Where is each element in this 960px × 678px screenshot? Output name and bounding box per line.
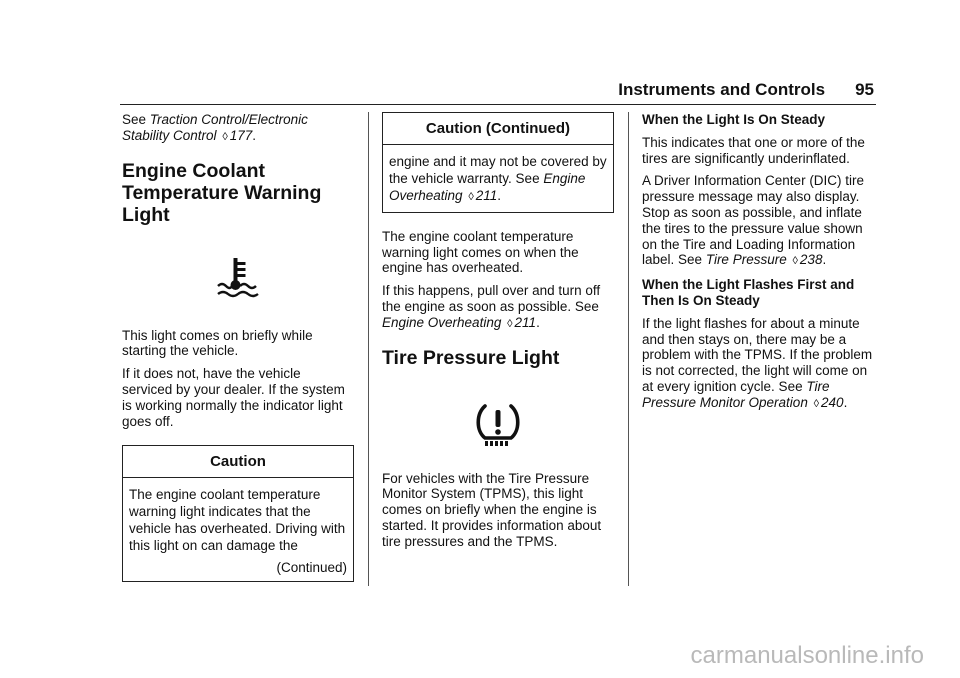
cross-reference-link[interactable]: Tire Pressure bbox=[705, 252, 787, 268]
column-3 bbox=[642, 112, 878, 420]
page-ref[interactable]: 211 bbox=[514, 314, 537, 330]
column-divider-2 bbox=[628, 112, 629, 586]
header-rule bbox=[120, 104, 876, 105]
tire-pressure-warning-icon bbox=[382, 401, 614, 449]
paragraph-text: If this happens, pull over and turn off the engine as soon as possible. See bbox=[382, 283, 601, 314]
cross-reference-link[interactable]: Traction Control/Electronic Stability Control bbox=[122, 112, 308, 143]
see-label: See bbox=[122, 112, 147, 127]
watermark: carmanualsonline.info bbox=[690, 642, 924, 669]
running-head bbox=[618, 80, 874, 100]
page-ref[interactable]: 238 bbox=[799, 252, 823, 268]
paragraph: If this happens, pull over and turn off the engine as soon as possible. See Engine Overheating ◊ 211. bbox=[382, 283, 601, 330]
cross-reference: See Traction Control/Electronic Stability Control ◊ 177. bbox=[122, 112, 308, 143]
column-1 bbox=[122, 112, 354, 582]
section-header-title: Instruments and Controls bbox=[618, 80, 826, 99]
cross-reference-link[interactable]: Engine Overheating bbox=[389, 170, 586, 203]
paragraph: This light comes on briefly while starting the vehicle. bbox=[122, 327, 313, 359]
paragraph-text: A Driver Information Center (DIC) tire pressure message may also display. Stop as soon as possible, and inflate the tires to the pressure value shown on the Tire and Loading Information label. See bbox=[642, 173, 865, 268]
page-ref[interactable]: 240 bbox=[821, 394, 844, 410]
paragraph: If the light flashes for about a minute and then stays on, there may be a problem with the TPMS. If the problem is not corrected, the light will come on at every ignition cycle. See Tire Pressure Monitor Operation ◊ 240. bbox=[642, 315, 873, 410]
column-2 bbox=[382, 112, 614, 557]
column-divider-1 bbox=[368, 112, 369, 586]
caution-box bbox=[122, 445, 354, 582]
caution-body: The engine coolant temperature warning light indicates that the vehicle has overheated. Driving with this light on can damage the bbox=[129, 487, 346, 554]
page-ref[interactable]: 211 bbox=[475, 187, 498, 203]
caution-box-continued bbox=[382, 112, 614, 213]
page-reference-icon: ◊ bbox=[792, 255, 798, 268]
cross-reference-link[interactable]: Tire Pressure Monitor Operation bbox=[642, 378, 830, 410]
paragraph: This indicates that one or more of the tires are significantly underinflated. bbox=[642, 134, 865, 166]
page-ref[interactable]: 177 bbox=[229, 127, 253, 143]
paragraph: A Driver Information Center (DIC) tire pressure message may also display. Stop as soon as possible, and inflate the tires to the pressure value shown on the Tire and Loading Information label. See Tire Pressure ◊ 238. bbox=[642, 173, 865, 268]
section-title-engine-coolant: Engine Coolant Temperature Warning Light bbox=[122, 159, 322, 226]
caution-title: Caution bbox=[123, 446, 353, 478]
section-title-tire-pressure: Tire Pressure Light bbox=[382, 346, 560, 369]
caution-body: engine and it may not be covered by the vehicle warranty. See Engine Overheating ◊ 211. bbox=[389, 153, 607, 203]
caution-title: Caution (Continued) bbox=[383, 113, 613, 145]
continued-label: (Continued) bbox=[276, 560, 347, 576]
page-reference-icon: ◊ bbox=[468, 190, 474, 203]
paragraph: If it does not, have the vehicle serviced by your dealer. If the system is working normally the indicator light goes off. bbox=[122, 366, 345, 429]
subheading-light-on-steady: When the Light Is On Steady bbox=[642, 112, 826, 127]
caution-text: engine and it may not be covered by the vehicle warranty. See bbox=[389, 153, 607, 186]
paragraph: For vehicles with the Tire Pressure Monitor System (TPMS), this light comes on briefly when the engine is started. It provides information about tire pressures and the TPMS. bbox=[382, 470, 602, 549]
coolant-thermometer-icon bbox=[215, 256, 261, 302]
subheading-light-flashes: When the Light Flashes First and Then Is On Steady bbox=[642, 277, 855, 308]
cross-reference-link[interactable]: Engine Overheating bbox=[382, 314, 502, 330]
paragraph: The engine coolant temperature warning light comes on when the engine has overheated. bbox=[382, 228, 579, 276]
page-reference-icon: ◊ bbox=[222, 130, 228, 143]
page-reference-icon: ◊ bbox=[813, 397, 820, 410]
page-reference-icon: ◊ bbox=[507, 317, 513, 330]
engine-coolant-temperature-icon bbox=[122, 256, 354, 302]
page-number: 95 bbox=[855, 80, 874, 99]
tpms-icon bbox=[473, 401, 523, 449]
paragraph-text: If the light flashes for about a minute and then stays on, there may be a problem with the TPMS. If the problem is not corrected, the light will come on at every ignition cycle. See bbox=[642, 315, 873, 394]
